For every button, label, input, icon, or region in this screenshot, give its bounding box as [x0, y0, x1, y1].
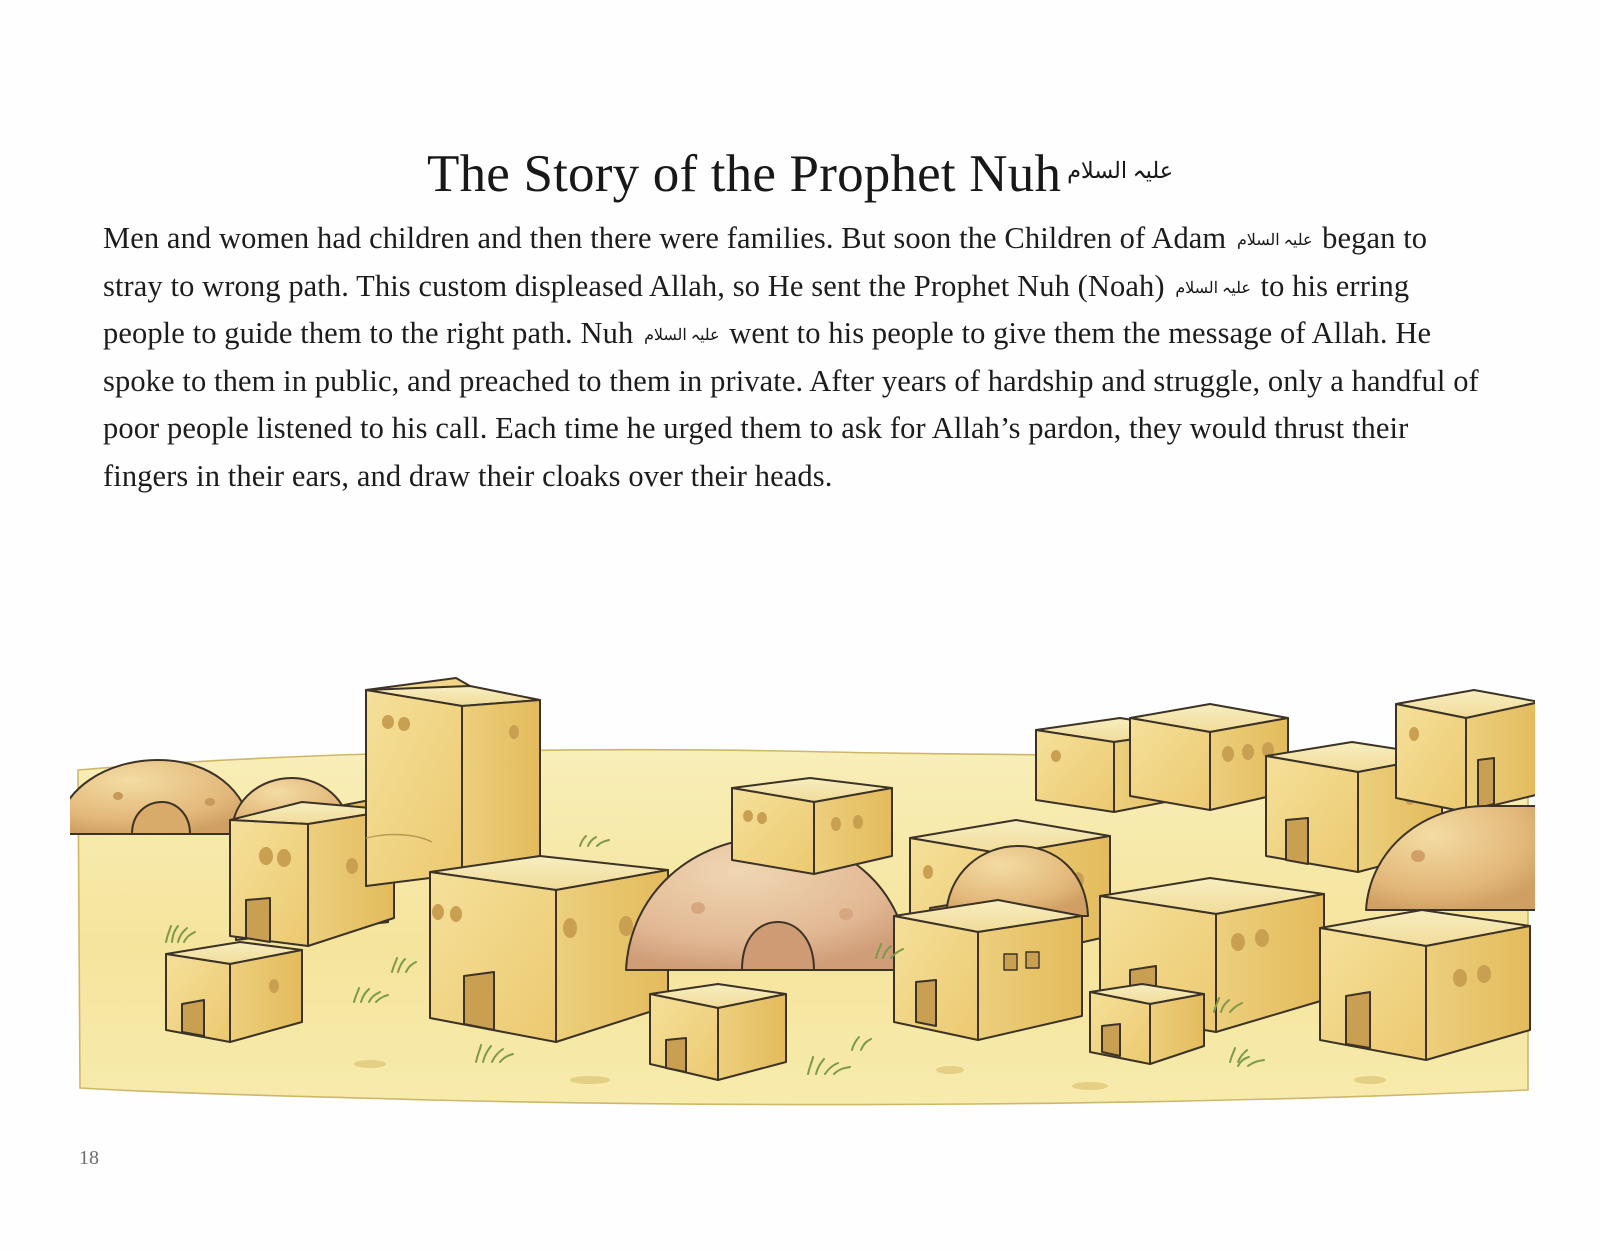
cube-house: [650, 984, 786, 1080]
honorific-icon: علیہ السلام: [1067, 158, 1173, 184]
body-segment-2: began to stray to wrong path. This custom displeased Allah, so He sent the Prophet Nuh (Noah): [103, 221, 1428, 303]
cube-house: [166, 942, 302, 1042]
cube-house: [1396, 690, 1535, 812]
cube-house: [1130, 704, 1288, 810]
body-segment-4: went to his people to give them the message of Allah. He spoke to them in public, and preached to them in private. After years of hardship and struggle, only a handful of poor people listened to his call. Each time he urged them to ask for Allah’s pardon, they would thrust their fingers in their ears, and draw their cloaks over their heads.: [103, 316, 1479, 493]
village-illustration-svg: [70, 660, 1535, 1120]
body-segment-1: Men and women had children and then there were families. But soon the Children of Adam: [103, 221, 1227, 255]
page-title: [0, 144, 1600, 204]
honorific-icon: علیہ السلام: [1236, 232, 1313, 250]
body-segment-3: to his erring people to guide them to the right path. Nuh: [103, 268, 1410, 350]
page-title-text: The Story of the Prophet Nuh: [427, 144, 1062, 203]
honorific-icon: علیہ السلام: [1175, 279, 1251, 297]
honorific-icon: علیہ السلام: [644, 327, 720, 345]
cube-house: [894, 900, 1082, 1040]
cube-house: [1320, 910, 1530, 1060]
village-illustration: [70, 660, 1535, 1120]
body-paragraph: [103, 215, 1493, 500]
cube-house: [1090, 984, 1204, 1064]
page-number: 18: [79, 1147, 99, 1169]
tower-building: [366, 678, 540, 886]
